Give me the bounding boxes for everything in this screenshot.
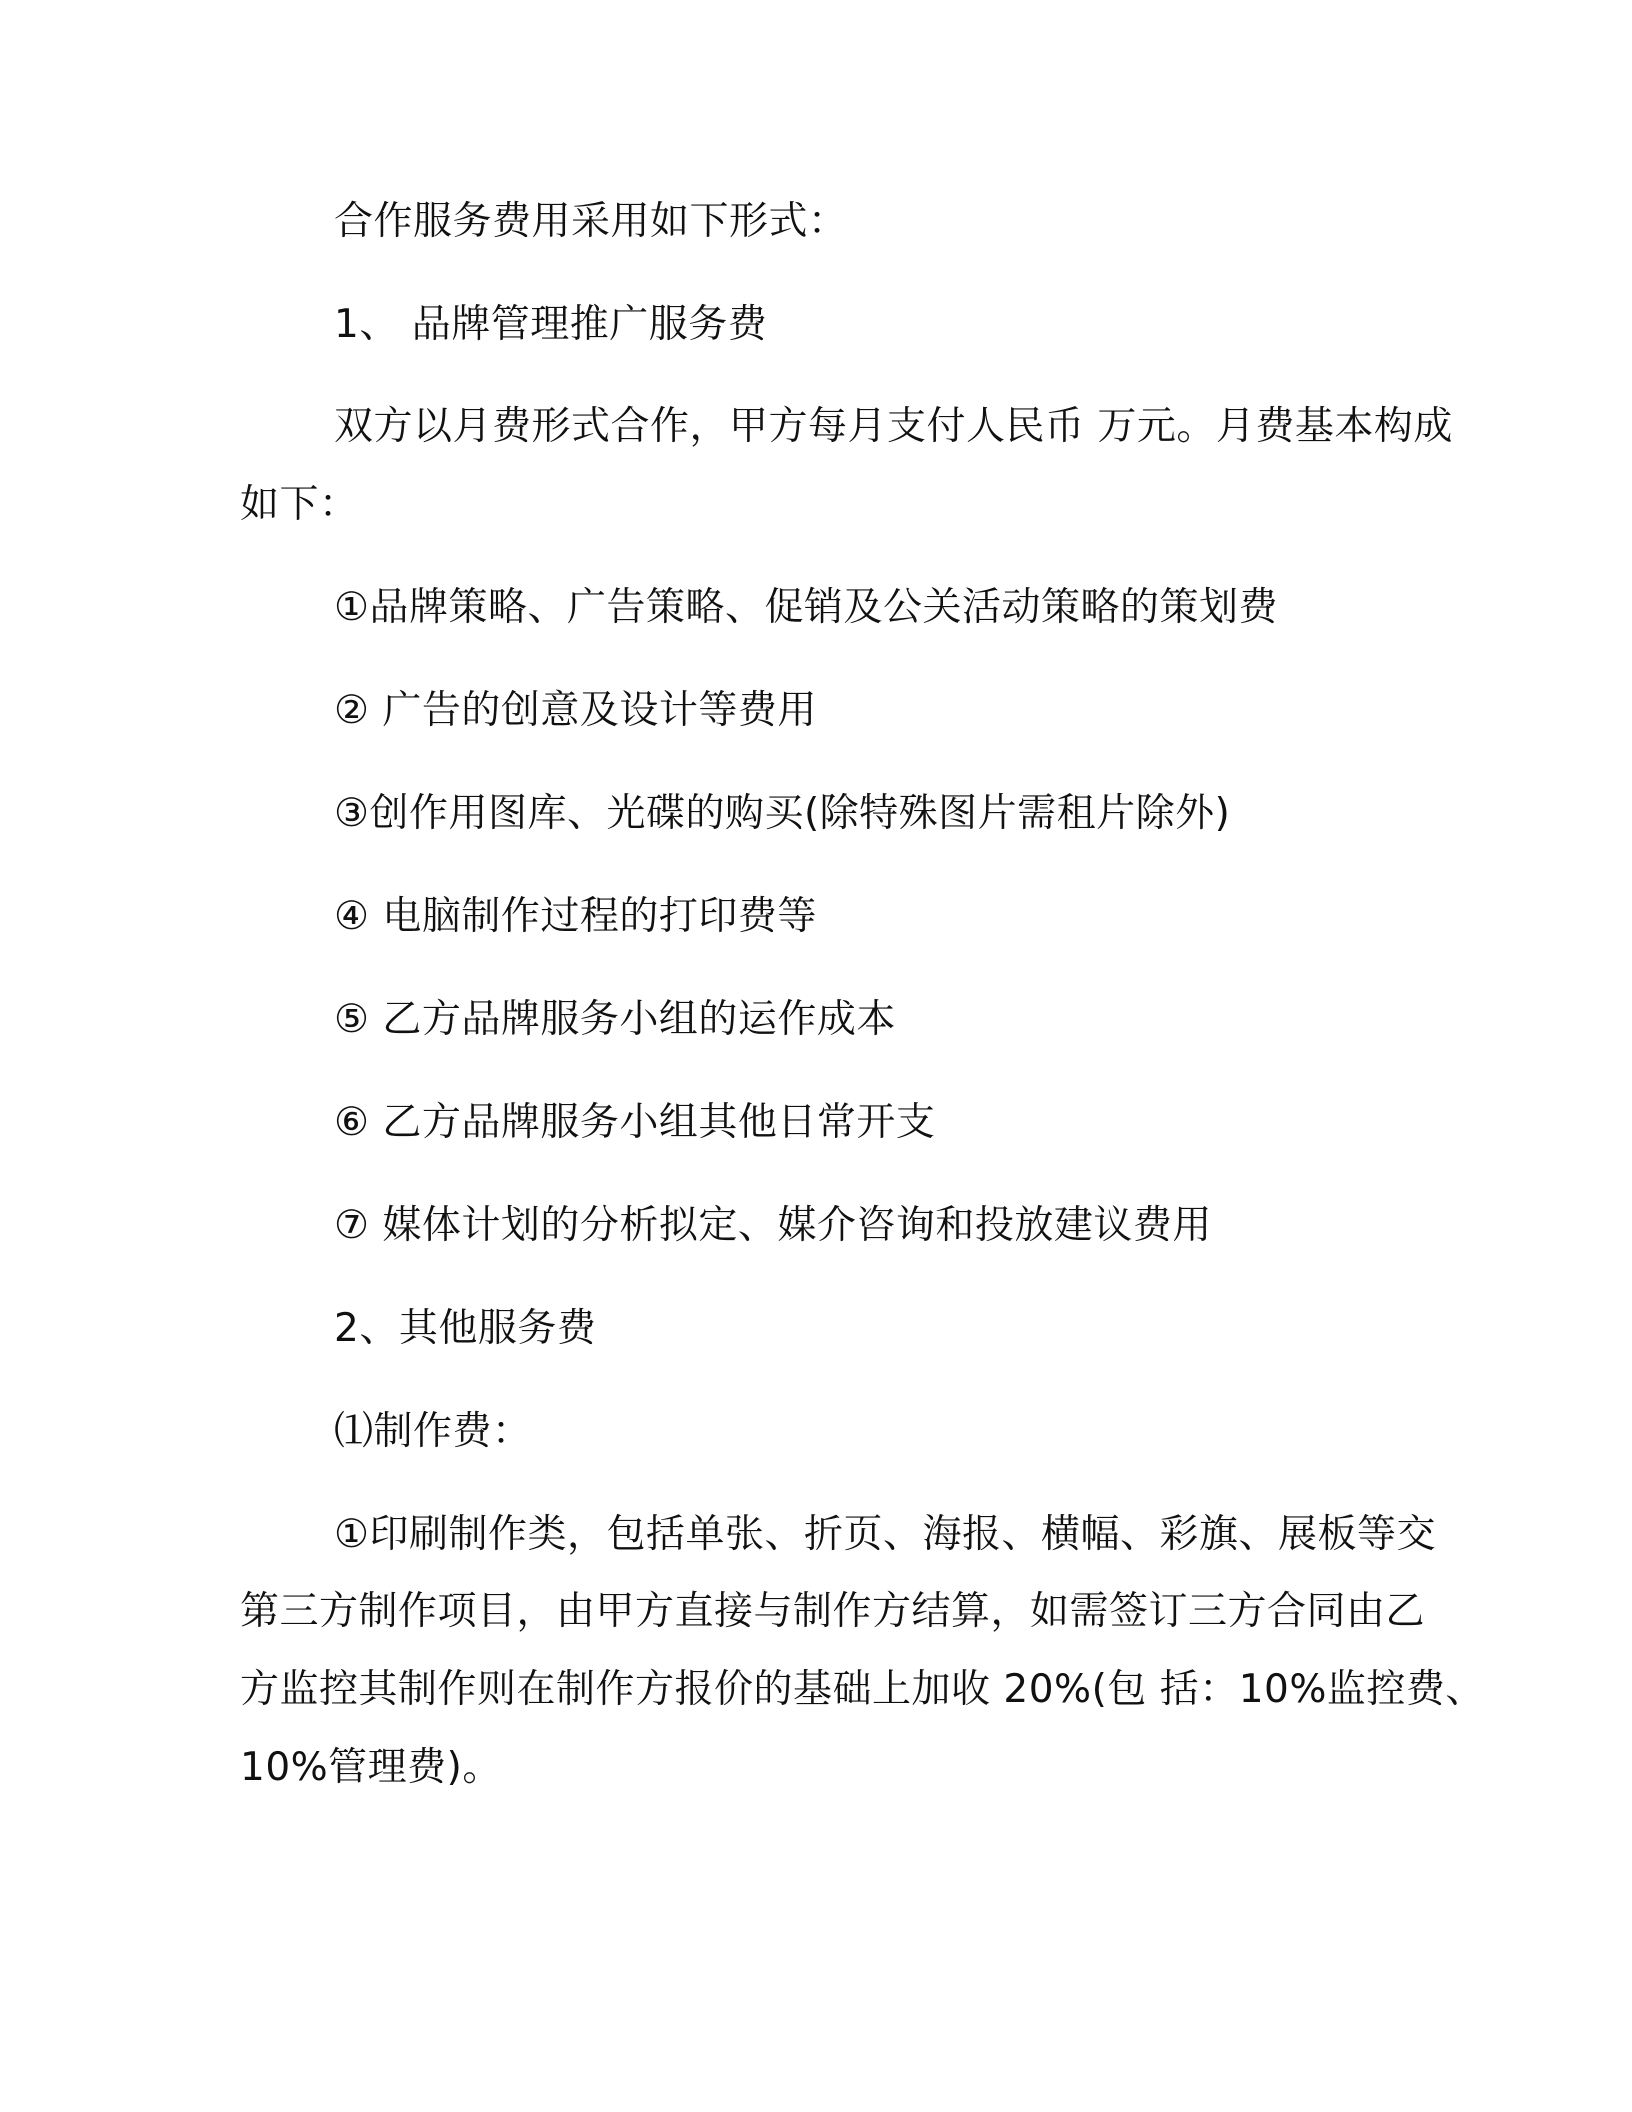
- list-item-7: ⑦ 媒体计划的分析拟定、媒介咨询和投放建议费用: [334, 1203, 1212, 1248]
- list-item-3: ③创作用图库、光碟的购买(除特殊图片需租片除外): [334, 791, 1231, 836]
- list-item-2: ② 广告的创意及设计等费用: [334, 688, 817, 733]
- list-item-4: ④ 电脑制作过程的打印费等: [334, 894, 817, 939]
- paragraph-printing-line-1: ①印刷制作类，包括单张、折页、海报、横幅、彩旗、展板等交: [334, 1512, 1436, 1557]
- paragraph-monthly-fee-cont: 如下：: [240, 482, 359, 527]
- paragraph-printing-line-4: 10%管理费)。: [240, 1745, 502, 1790]
- subsection-production-fee: ⑴制作费：: [334, 1409, 532, 1454]
- section-heading-other-fees: 2、其他服务费: [334, 1306, 597, 1351]
- section-heading-brand-fee: 1、 品牌管理推广服务费: [334, 302, 768, 347]
- list-item-6: ⑥ 乙方品牌服务小组其他日常开支: [334, 1100, 936, 1145]
- paragraph-printing-line-3: 方监控其制作则在制作方报价的基础上加收 20%(包 括：10%监控费、: [240, 1667, 1485, 1712]
- paragraph-intro: 合作服务费用采用如下形式：: [334, 199, 848, 244]
- paragraph-printing-line-2: 第三方制作项目，由甲方直接与制作方结算，如需签订三方合同由乙: [240, 1589, 1426, 1634]
- list-item-1: ①品牌策略、广告策略、促销及公关活动策略的策划费: [334, 585, 1278, 630]
- list-item-5: ⑤ 乙方品牌服务小组的运作成本: [334, 997, 896, 1042]
- paragraph-monthly-fee: 双方以月费形式合作，甲方每月支付人民币 万元。月费基本构成: [334, 404, 1453, 449]
